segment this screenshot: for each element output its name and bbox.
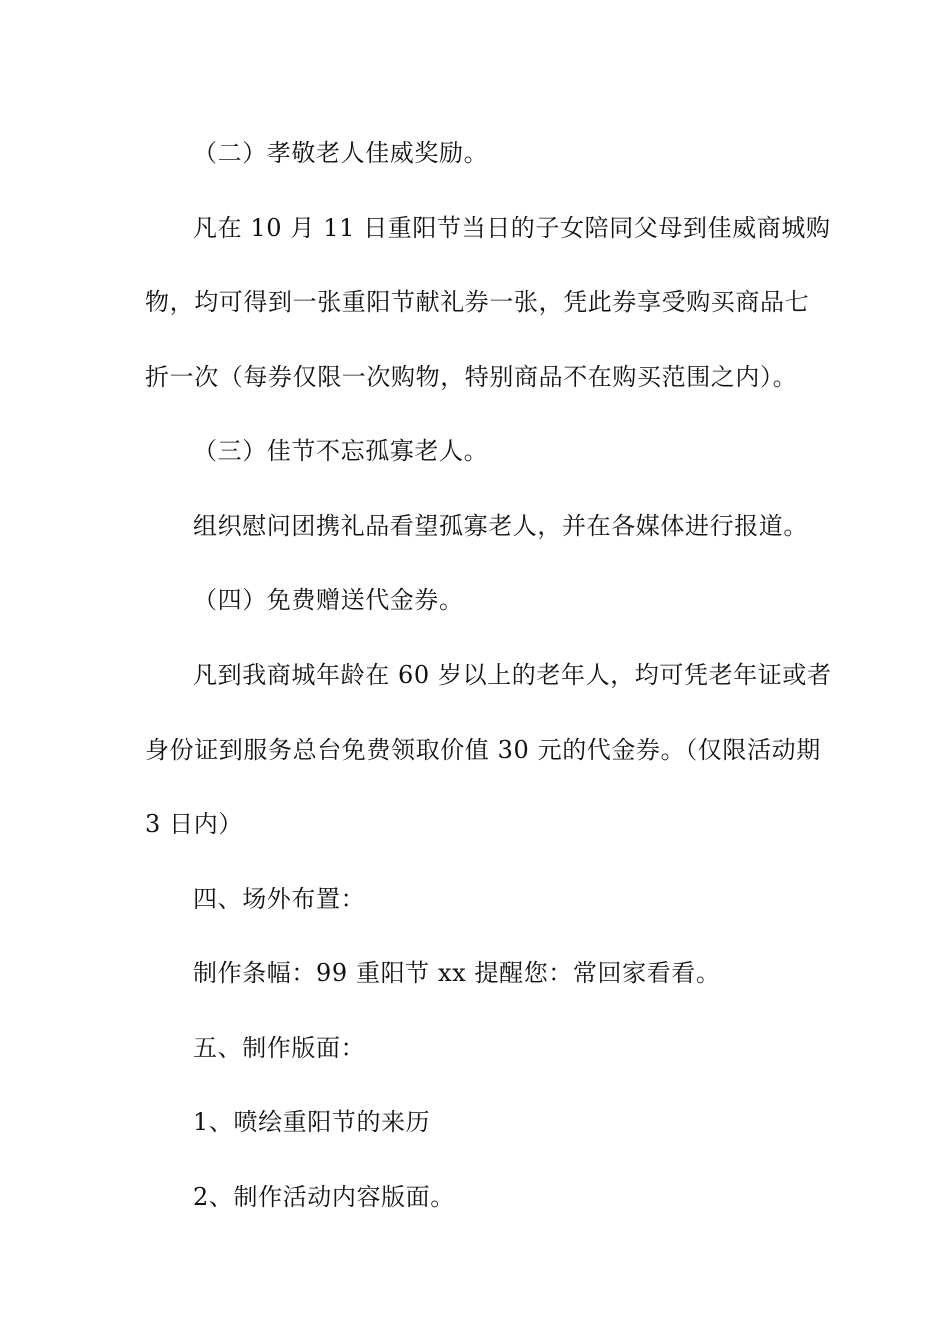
heading-free-voucher: （四）免费赠送代金券。 [193, 586, 464, 614]
paragraph-line: 凡在 10 月 11 日重阳节当日的子女陪同父母到佳威商城购 [193, 214, 831, 242]
paragraph-line: 组织慰问团携礼品看望孤寡老人，并在各媒体进行报道。 [193, 512, 808, 540]
heading-make-boards: 五、制作版面： [193, 1034, 366, 1062]
paragraph-line: 物，均可得到一张重阳节献礼券一张，凭此券享受购买商品七 [145, 288, 810, 316]
heading-outdoor-layout: 四、场外布置： [193, 885, 366, 913]
paragraph-line: 制作条幅：99 重阳节 xx 提醒您：常回家看看。 [193, 959, 721, 987]
heading-filial-reward: （二）孝敬老人佳威奖励。 [193, 139, 489, 167]
paragraph-line: 3 日内） [145, 810, 243, 838]
heading-lonely-elderly: （三）佳节不忘孤寡老人。 [193, 437, 489, 465]
list-item: 2、制作活动内容版面。 [193, 1183, 455, 1211]
paragraph-line: 折一次（每券仅限一次购物，特别商品不在购买范围之内）。 [145, 363, 798, 391]
list-item: 1、喷绘重阳节的来历 [193, 1108, 431, 1136]
paragraph-line: 凡到我商城年龄在 60 岁以上的老年人，均可凭老年证或者 [193, 661, 832, 689]
paragraph-line: 身份证到服务总台免费领取价值 30 元的代金券。（仅限活动期 [145, 736, 821, 764]
